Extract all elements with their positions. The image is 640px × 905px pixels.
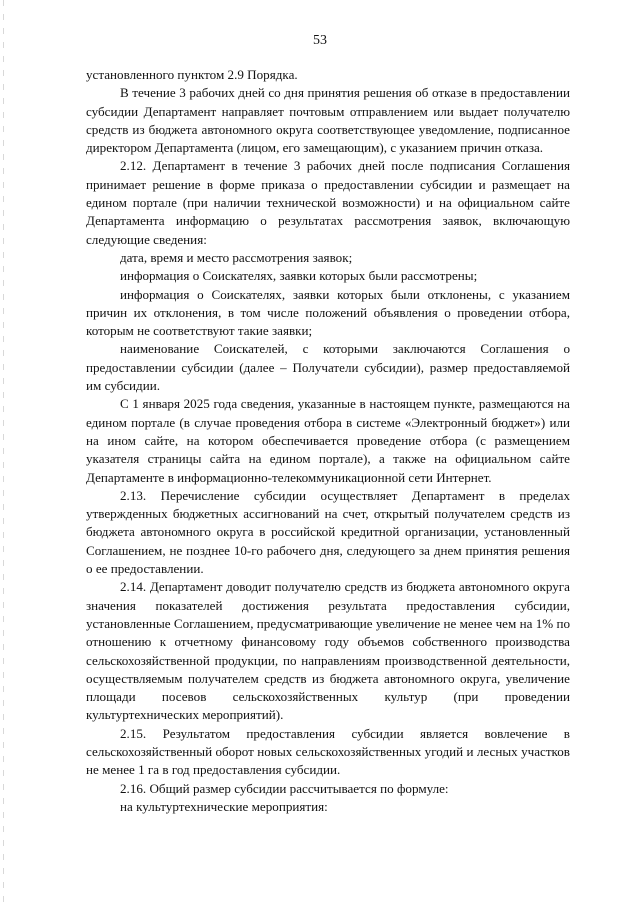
paragraph: дата, время и место рассмотрения заявок; <box>120 249 353 265</box>
paragraph: 2.15. Результатом предоставления субсидии является вовлечение в сельскохозяйственный оборот новых сельскохозяйственных угодий и лесных участков не менее 1 га в год предоставления субсидии. <box>86 725 570 778</box>
page-number: 53 <box>313 33 327 48</box>
paragraph: на культуртехнические мероприятия: <box>120 798 328 814</box>
paragraph: 2.13. Перечисление субсидии осуществляет Департамент в пределах утвержденных бюджетных ассигнований на счет, открытый получателем средств из бюджета автономного округа в российской кредитной организации, установленный Соглашением, не позднее 10-го рабочего дня, следующего за днем принятия решения о ее предоставлении. <box>86 487 570 577</box>
paragraph: наименование Соискателей, с которыми заключаются Соглашения о предоставлении субсидии (далее – Получатели субсидии), размер предоставляемой им субсидии. <box>86 341 570 394</box>
paragraph: В течение 3 рабочих дней со дня принятия решения об отказе в предоставлении субсидии Департамент направляет почтовым отправлением или выдает получателю средств из бюджета автономного округа соответствующее уведомление, подписанное директором Департамента (лицом, его замещающим), с указанием причин отказа. <box>86 85 570 156</box>
scan-edge <box>3 0 4 905</box>
paragraph: установленного пунктом 2.9 Порядка. <box>86 67 298 82</box>
paragraph: информация о Соискателях, заявки которых были отклонены, с указанием причин их отклонения, в том числе положений объявления о проведении отбора, которым не соответствуют такие заявки; <box>86 286 570 339</box>
paragraph: 2.16. Общий размер субсидии рассчитывается по формуле: <box>120 780 449 796</box>
paragraph: С 1 января 2025 года сведения, указанные в настоящем пункте, размещаются на едином портале (в случае проведения отбора в системе «Электронный бюджет») или на ином сайте, на котором обеспечивается проведение отбора (с размещением указателя страницы сайта на едином портале), а также на официальном сайте Департаменте в информационно-телекоммуникационной сети Интернет. <box>86 396 570 485</box>
paragraph: информация о Соискателях, заявки которых были рассмотрены; <box>120 268 478 284</box>
paragraph: 2.14. Департамент доводит получателю средств из бюджета автономного округа значения показателей достижения результата предоставления субсидии, установленные Соглашением, предусматривающие увеличение не менее чем на 1% по отношению к отчетному финансовому году объемов собственного производства сельскохозяйственной продукции, по направлениям производственной деятельности, осуществляемым получателем средств из бюджета автономного округа, увеличение площади посевов сельскохозяйственных культур (при проведении культуртехнических мероприятий). <box>86 579 570 723</box>
document-body <box>86 66 570 816</box>
paragraph: 2.12. Департамент в течение 3 рабочих дней после подписания Соглашения принимает решение в форме приказа о предоставлении субсидии и размещает на едином портале (при наличии технической возможности) и на официальном сайте Департамента информацию о результатах рассмотрения заявок, включающую следующие сведения: <box>86 158 570 247</box>
